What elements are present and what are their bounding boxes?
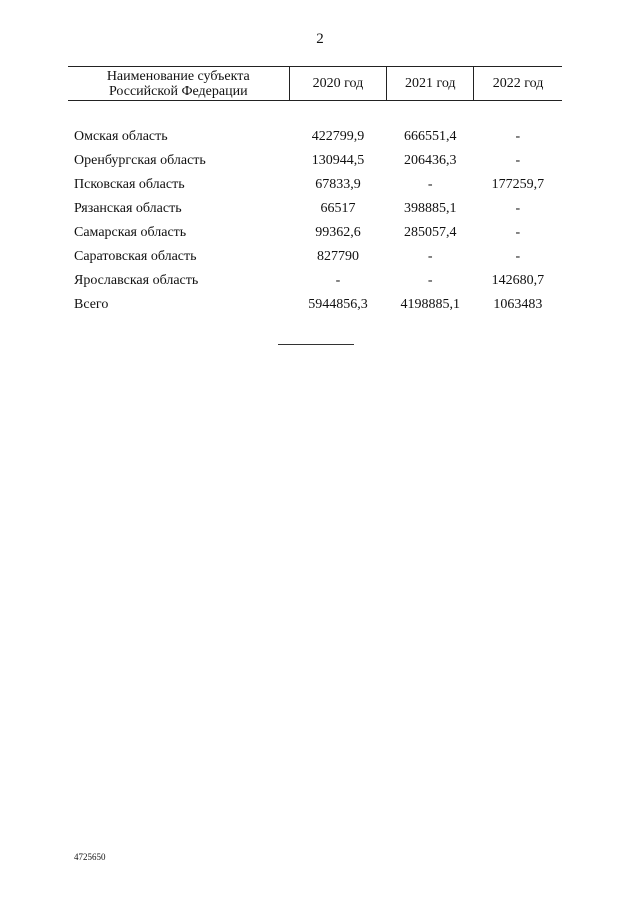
row-value: - — [427, 273, 433, 288]
row-value: 130944,5 — [311, 153, 365, 168]
table-row — [68, 221, 562, 245]
row-subject-name: Ярославская область — [74, 273, 199, 288]
page-number: 2 — [316, 31, 324, 47]
data-table — [68, 66, 562, 317]
table-body — [68, 101, 562, 318]
row-value: 206436,3 — [404, 153, 457, 168]
row-subject-name: Саратовская область — [74, 249, 197, 264]
header-subject: Наименование субъекта Российской Федерации — [68, 67, 289, 101]
row-value: 177259,7 — [491, 177, 545, 192]
row-subject-name: Оренбургская область — [74, 153, 206, 168]
row-value: - — [515, 225, 521, 240]
row-value: - — [515, 129, 521, 144]
row-value: 398885,1 — [404, 201, 457, 216]
row-value: 666551,4 — [404, 129, 457, 144]
table-row — [68, 293, 562, 317]
row-value: - — [427, 177, 433, 192]
table-row — [68, 173, 562, 197]
table-row — [68, 269, 562, 293]
table-spacer — [68, 101, 562, 126]
row-value: 142680,7 — [491, 273, 545, 288]
header-2022: 2022 год — [474, 67, 562, 101]
document-code: 4725650 — [74, 852, 106, 862]
row-value: - — [335, 273, 341, 288]
row-value: - — [515, 249, 521, 264]
row-subject-name: Омская область — [74, 129, 168, 144]
row-value: 285057,4 — [404, 225, 457, 240]
row-value: 5944856,3 — [308, 297, 368, 312]
table-header — [68, 67, 562, 101]
row-value: 66517 — [320, 201, 356, 216]
row-value: 4198885,1 — [400, 297, 460, 312]
row-value: 827790 — [316, 249, 359, 264]
end-rule — [278, 344, 354, 345]
table-row — [68, 149, 562, 173]
row-subject-name: Самарская область — [74, 225, 187, 240]
header-row — [68, 67, 562, 101]
row-value: 67833,9 — [315, 177, 361, 192]
table-row — [68, 245, 562, 269]
header-2021: 2021 год — [387, 67, 474, 101]
row-subject-name: Рязанская область — [74, 201, 182, 216]
table-row — [68, 197, 562, 221]
row-value: - — [515, 201, 521, 216]
row-value: - — [515, 153, 521, 168]
row-subject-name: Всего — [74, 297, 109, 312]
header-2020: 2020 год — [289, 67, 387, 101]
row-value: - — [427, 249, 433, 264]
row-value: 422799,9 — [311, 129, 365, 144]
row-value: 1063483 — [493, 297, 543, 312]
table-row — [68, 125, 562, 149]
row-subject-name: Псковская область — [74, 177, 185, 192]
row-value: 99362,6 — [315, 225, 361, 240]
